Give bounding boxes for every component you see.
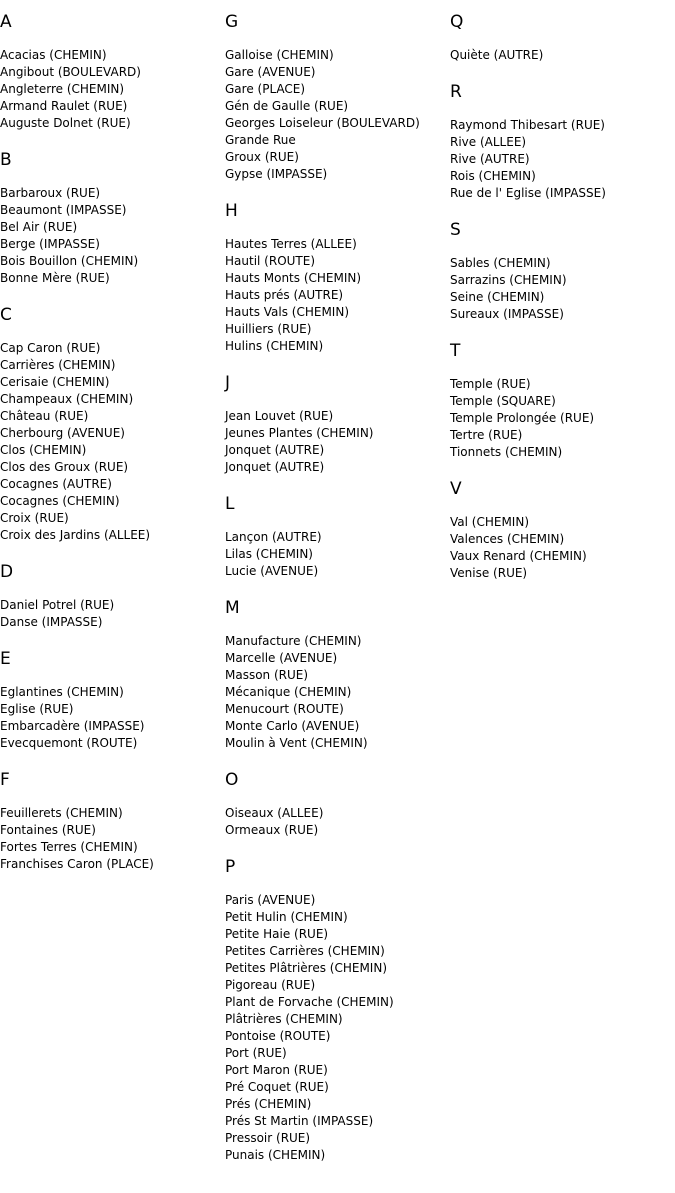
- street-list: [0, 597, 225, 631]
- letter-heading: J: [225, 373, 231, 393]
- street-link[interactable]: Croix (RUE): [0, 511, 69, 525]
- street-link[interactable]: Temple (RUE): [450, 377, 531, 391]
- street-list: [0, 185, 225, 287]
- street-list: [450, 376, 675, 461]
- street-link[interactable]: Georges Loiseleur (BOULEVARD): [225, 116, 420, 130]
- street-link[interactable]: Hauts prés (AUTRE): [225, 288, 344, 302]
- street-link[interactable]: Hauts Vals (CHEMIN): [225, 305, 350, 319]
- street-link[interactable]: Temple (SQUARE): [450, 394, 556, 408]
- street-link[interactable]: Gén de Gaulle (RUE): [225, 99, 349, 113]
- street-link[interactable]: Huilliers (RUE): [225, 322, 312, 336]
- street-link[interactable]: Berge (IMPASSE): [0, 237, 100, 251]
- letter-heading: F: [0, 770, 10, 790]
- street-link[interactable]: Daniel Potrel (RUE): [0, 598, 115, 612]
- street-link[interactable]: Raymond Thibesart (RUE): [450, 118, 605, 132]
- street-link[interactable]: Jeunes Plantes (CHEMIN): [225, 426, 374, 440]
- street-link[interactable]: Sables (CHEMIN): [450, 256, 551, 270]
- street-link[interactable]: Pigoreau (RUE): [225, 978, 316, 992]
- street-link[interactable]: Fontaines (RUE): [0, 823, 96, 837]
- street-list: [0, 340, 225, 544]
- street-link[interactable]: Gare (PLACE): [225, 82, 306, 96]
- street-link[interactable]: Vaux Renard (CHEMIN): [450, 549, 587, 563]
- street-link[interactable]: Angibout (BOULEVARD): [0, 65, 141, 79]
- street-link[interactable]: Barbaroux (RUE): [0, 186, 101, 200]
- letter-heading: M: [225, 598, 240, 618]
- street-link[interactable]: Bois Bouillon (CHEMIN): [0, 254, 139, 268]
- letter-section-d: [0, 561, 225, 631]
- letter-section-t: [450, 340, 675, 461]
- street-link[interactable]: Angleterre (CHEMIN): [0, 82, 125, 96]
- street-link[interactable]: Venise (RUE): [450, 566, 528, 580]
- street-link[interactable]: Champeaux (CHEMIN): [0, 392, 134, 406]
- street-link[interactable]: Lilas (CHEMIN): [225, 547, 313, 561]
- letter-heading: D: [0, 562, 14, 582]
- street-link[interactable]: Acacias (CHEMIN): [0, 48, 107, 62]
- street-list: [450, 514, 675, 582]
- street-link[interactable]: Beaumont (IMPASSE): [0, 203, 127, 217]
- letter-section-h: [225, 200, 450, 355]
- street-link[interactable]: Auguste Dolnet (RUE): [0, 116, 131, 130]
- letter-section-a: [0, 11, 225, 132]
- street-link[interactable]: Punais (CHEMIN): [225, 1148, 326, 1162]
- street-link[interactable]: Carrières (CHEMIN): [0, 358, 116, 372]
- letter-heading: H: [225, 201, 238, 221]
- letter-section-r: [450, 81, 675, 202]
- street-link[interactable]: Rive (AUTRE): [450, 152, 530, 166]
- street-link[interactable]: Tionnets (CHEMIN): [450, 445, 563, 459]
- street-link[interactable]: Croix des Jardins (ALLEE): [0, 528, 151, 542]
- letter-section-s: [450, 219, 675, 323]
- street-list: [225, 633, 450, 752]
- street-link[interactable]: Danse (IMPASSE): [0, 615, 103, 629]
- letter-heading: C: [0, 305, 12, 325]
- street-link[interactable]: Pré Coquet (RUE): [225, 1080, 329, 1094]
- street-link[interactable]: Hautes Terres (ALLEE): [225, 237, 357, 251]
- letter-section-b: [0, 149, 225, 287]
- street-link[interactable]: Franchises Caron (PLACE): [0, 857, 154, 871]
- street-list: [225, 892, 450, 1164]
- street-link[interactable]: Quiète (AUTRE): [450, 48, 544, 62]
- letter-section-g: [225, 11, 450, 183]
- street-link[interactable]: Lucie (AVENUE): [225, 564, 319, 578]
- letter-heading: B: [0, 150, 12, 170]
- letter-section-e: [0, 648, 225, 752]
- street-list: [225, 47, 450, 183]
- street-link[interactable]: Embarcadère (IMPASSE): [0, 719, 145, 733]
- street-link[interactable]: Oiseaux (ALLEE): [225, 806, 324, 820]
- street-index-column-1: [0, 0, 225, 890]
- street-link[interactable]: Petite Haie (RUE): [225, 927, 329, 941]
- street-link[interactable]: Lançon (AUTRE): [225, 530, 322, 544]
- letter-heading: P: [225, 857, 236, 877]
- street-link[interactable]: Rue de l' Eglise (IMPASSE): [450, 186, 606, 200]
- street-link[interactable]: Hautil (ROUTE): [225, 254, 316, 268]
- letter-heading: G: [225, 12, 239, 32]
- street-link[interactable]: Groux (RUE): [225, 150, 299, 164]
- letter-section-c: [0, 304, 225, 544]
- street-link[interactable]: Pressoir (RUE): [225, 1131, 311, 1145]
- street-link[interactable]: Château (RUE): [0, 409, 89, 423]
- letter-section-v: [450, 478, 675, 582]
- street-link[interactable]: Rive (ALLEE): [450, 135, 527, 149]
- letter-heading: A: [0, 12, 12, 32]
- letter-section-o: [225, 769, 450, 839]
- letter-section-m: [225, 597, 450, 752]
- street-link[interactable]: Cerisaie (CHEMIN): [0, 375, 110, 389]
- letter-section-j: [225, 372, 450, 476]
- street-link[interactable]: Cap Caron (RUE): [0, 341, 101, 355]
- street-link[interactable]: Paris (AVENUE): [225, 893, 316, 907]
- street-link[interactable]: Grande Rue: [225, 133, 296, 147]
- letter-heading: V: [450, 479, 462, 499]
- street-link[interactable]: Sarrazins (CHEMIN): [450, 273, 567, 287]
- street-link[interactable]: Pontoise (ROUTE): [225, 1029, 331, 1043]
- street-link[interactable]: Gare (AVENUE): [225, 65, 316, 79]
- street-list: [225, 529, 450, 580]
- street-list: [450, 255, 675, 323]
- street-link[interactable]: Hulins (CHEMIN): [225, 339, 324, 353]
- street-link[interactable]: Eglantines (CHEMIN): [0, 685, 124, 699]
- street-link[interactable]: Prés St Martin (IMPASSE): [225, 1114, 374, 1128]
- street-link[interactable]: Petites Plâtrières (CHEMIN): [225, 961, 387, 975]
- street-link[interactable]: Cocagnes (CHEMIN): [0, 494, 120, 508]
- street-link[interactable]: Cherbourg (AVENUE): [0, 426, 125, 440]
- street-link[interactable]: Port (RUE): [225, 1046, 287, 1060]
- street-index-column-3: [450, 0, 675, 599]
- letter-heading: O: [225, 770, 239, 790]
- street-link[interactable]: Valences (CHEMIN): [450, 532, 565, 546]
- street-link[interactable]: Rois (CHEMIN): [450, 169, 536, 183]
- street-link[interactable]: Menucourt (ROUTE): [225, 702, 344, 716]
- street-link[interactable]: Val (CHEMIN): [450, 515, 529, 529]
- street-link[interactable]: Mécanique (CHEMIN): [225, 685, 352, 699]
- street-link[interactable]: Eglise (RUE): [0, 702, 74, 716]
- letter-heading: L: [225, 494, 235, 514]
- street-list: [225, 408, 450, 476]
- street-link[interactable]: Tertre (RUE): [450, 428, 523, 442]
- street-list: [0, 684, 225, 752]
- letter-heading: E: [0, 649, 11, 669]
- letter-heading: T: [450, 341, 461, 361]
- letter-section-p: [225, 856, 450, 1164]
- street-link[interactable]: Clos des Groux (RUE): [0, 460, 129, 474]
- street-link[interactable]: Feuillerets (CHEMIN): [0, 806, 123, 820]
- street-link[interactable]: Plant de Forvache (CHEMIN): [225, 995, 394, 1009]
- street-link[interactable]: Clos (CHEMIN): [0, 443, 87, 457]
- street-link[interactable]: Port Maron (RUE): [225, 1063, 328, 1077]
- letter-heading: Q: [450, 12, 464, 32]
- street-link[interactable]: Jonquet (AUTRE): [225, 443, 325, 457]
- street-link[interactable]: Monte Carlo (AVENUE): [225, 719, 360, 733]
- letter-section-l: [225, 493, 450, 580]
- street-link[interactable]: Jonquet (AUTRE): [225, 460, 325, 474]
- street-link[interactable]: Armand Raulet (RUE): [0, 99, 128, 113]
- street-link[interactable]: Jean Louvet (RUE): [225, 409, 334, 423]
- street-link[interactable]: Sureaux (IMPASSE): [450, 307, 564, 321]
- street-link[interactable]: Manufacture (CHEMIN): [225, 634, 362, 648]
- street-link[interactable]: Plâtrières (CHEMIN): [225, 1012, 343, 1026]
- street-link[interactable]: Petites Carrières (CHEMIN): [225, 944, 385, 958]
- street-link[interactable]: Bonne Mère (RUE): [0, 271, 110, 285]
- street-link[interactable]: Masson (RUE): [225, 668, 309, 682]
- letter-heading: R: [450, 82, 462, 102]
- street-link[interactable]: Temple Prolongée (RUE): [450, 411, 595, 425]
- street-list: [0, 805, 225, 873]
- street-link[interactable]: Petit Hulin (CHEMIN): [225, 910, 348, 924]
- letter-section-q: [450, 11, 675, 64]
- street-link[interactable]: Bel Air (RUE): [0, 220, 78, 234]
- street-link[interactable]: Hauts Monts (CHEMIN): [225, 271, 362, 285]
- street-link[interactable]: Marcelle (AVENUE): [225, 651, 338, 665]
- street-link[interactable]: Gypse (IMPASSE): [225, 167, 328, 181]
- street-link[interactable]: Seine (CHEMIN): [450, 290, 545, 304]
- letter-section-f: [0, 769, 225, 873]
- street-link[interactable]: Moulin à Vent (CHEMIN): [225, 736, 368, 750]
- street-index-column-2: [225, 0, 450, 1181]
- street-list: [0, 47, 225, 132]
- street-link[interactable]: Ormeaux (RUE): [225, 823, 319, 837]
- street-list: [450, 117, 675, 202]
- street-link[interactable]: Prés (CHEMIN): [225, 1097, 312, 1111]
- street-list: [225, 805, 450, 839]
- street-link[interactable]: Evecquemont (ROUTE): [0, 736, 138, 750]
- street-link[interactable]: Galloise (CHEMIN): [225, 48, 334, 62]
- street-list: [225, 236, 450, 355]
- letter-heading: S: [450, 220, 461, 240]
- street-list: [450, 47, 675, 64]
- street-link[interactable]: Cocagnes (AUTRE): [0, 477, 112, 491]
- street-link[interactable]: Fortes Terres (CHEMIN): [0, 840, 138, 854]
